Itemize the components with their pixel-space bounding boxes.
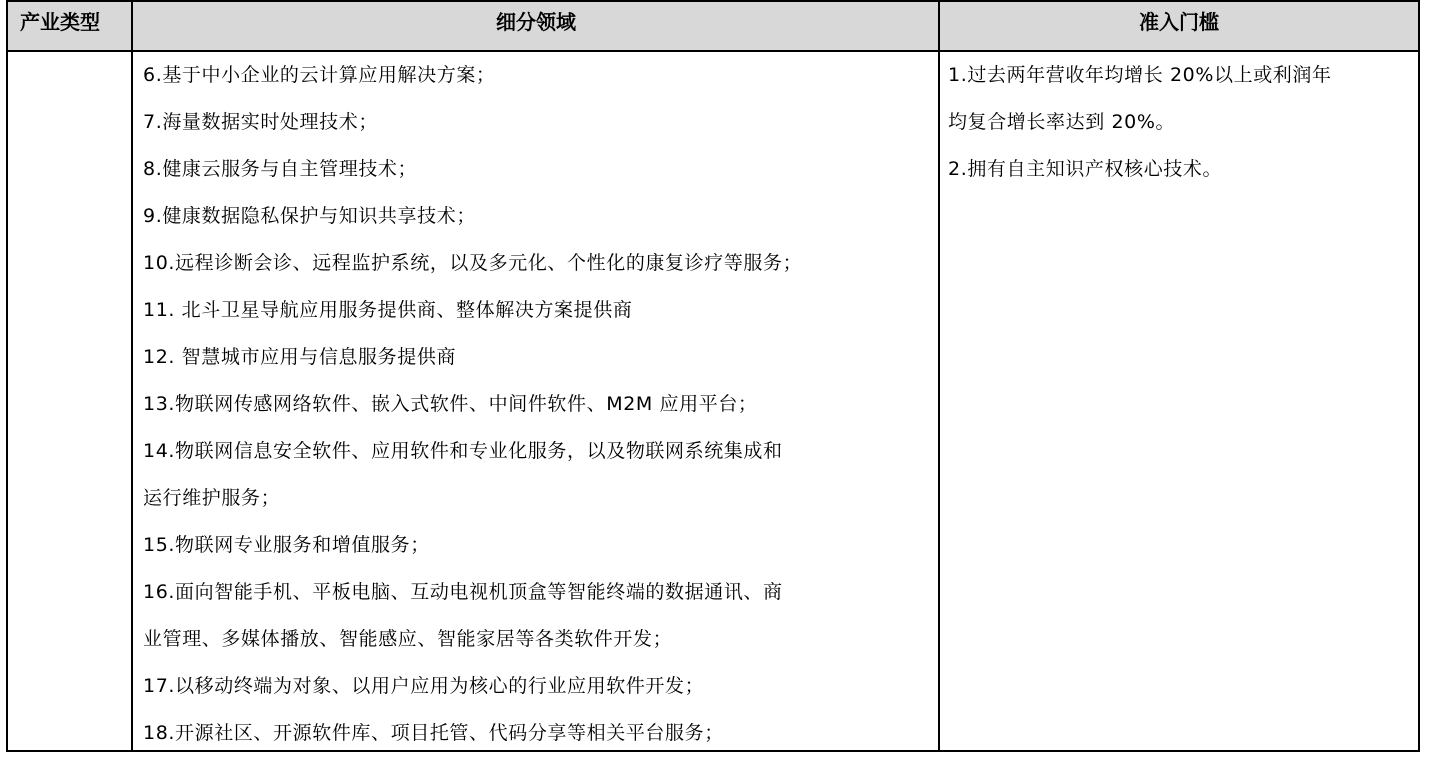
sub-field-cell	[133, 52, 938, 757]
sub-field-line: 17.以移动终端为对象、以用户应用为核心的行业应用软件开发；	[143, 675, 705, 697]
industry-type-cell	[8, 52, 131, 750]
sub-field-line: 8.健康云服务与自主管理技术；	[143, 158, 418, 180]
sub-field-line: 10.远程诊断会诊、远程监护系统，以及多元化、个性化的康复诊疗等服务；	[143, 252, 803, 274]
sub-field-line: 9.健康数据隐私保护与知识共享技术；	[143, 205, 476, 227]
threshold-cell	[940, 52, 1418, 193]
sub-field-line: 业管理、多媒体播放、智能感应、智能家居等各类软件开发；	[143, 628, 673, 650]
sub-field-line: 14.物联网信息安全软件、应用软件和专业化服务，以及物联网系统集成和	[143, 440, 783, 462]
sub-field-line: 6.基于中小企业的云计算应用解决方案；	[143, 64, 496, 86]
header-sub-field: 细分领域	[496, 10, 576, 34]
sub-field-line: 运行维护服务；	[143, 487, 281, 509]
threshold-line: 均复合增长率达到 20%。	[948, 111, 1176, 133]
sub-field-line: 11. 北斗卫星导航应用服务提供商、整体解决方案提供商	[143, 299, 633, 321]
sub-field-line: 13.物联网传感网络软件、嵌入式软件、中间件软件、M2M 应用平台；	[143, 393, 758, 415]
table-header-row	[8, 2, 1418, 52]
header-industry-type: 产业类型	[20, 10, 100, 34]
sub-field-line: 7.海量数据实时处理技术；	[143, 111, 378, 133]
threshold-line: 1.过去两年营收年均增长 20%以上或利润年	[948, 64, 1332, 86]
industry-table	[6, 0, 1420, 752]
sub-field-line: 16.面向智能手机、平板电脑、互动电视机顶盒等智能终端的数据通讯、商	[143, 581, 783, 603]
sub-field-line: 18.开源社区、开源软件库、项目托管、代码分享等相关平台服务；	[143, 722, 724, 744]
threshold-line: 2.拥有自主知识产权核心技术。	[948, 158, 1223, 180]
sub-field-line: 12. 智慧城市应用与信息服务提供商	[143, 346, 457, 368]
sub-field-line: 15.物联网专业服务和增值服务；	[143, 534, 430, 556]
header-threshold: 准入门槛	[1139, 10, 1219, 34]
